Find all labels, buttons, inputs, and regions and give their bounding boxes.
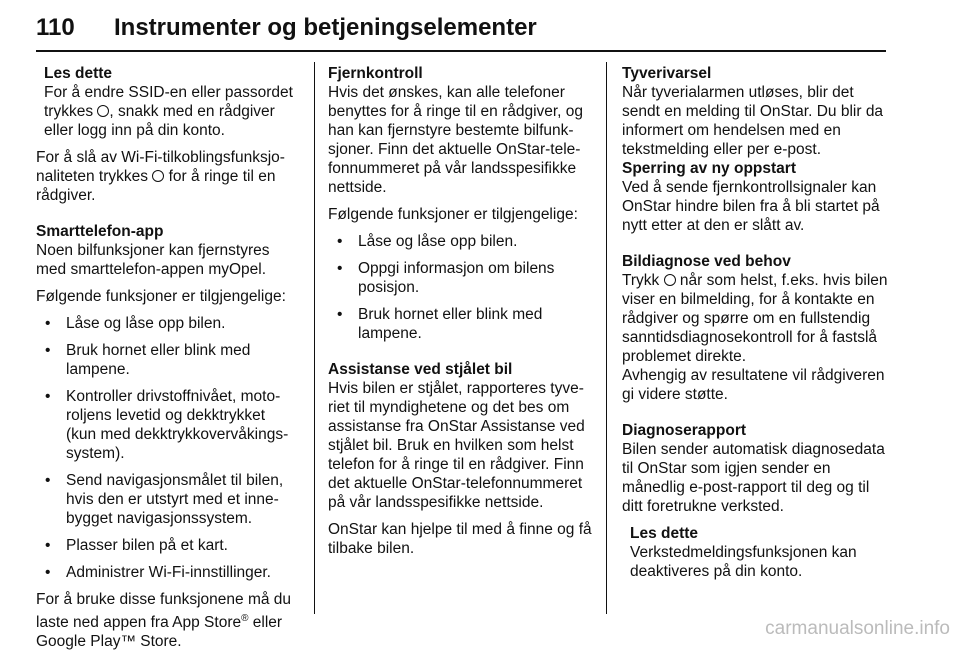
list-item: • Kontroller drivstoffnivået, motoroljens levetid og dekktrykket (kun med dekktrykkovervåkingssystem). [36, 387, 298, 463]
chapter-title: Instrumenter og betjeningselementer [114, 14, 537, 41]
restart-text: Ved å sende fjernkontrollsignaler kan OnStar hindre bilen fra å bli startet på nytt etter at den er slått av. [622, 179, 880, 234]
column-divider [606, 62, 607, 614]
section-title-report: Diagnoserapport [622, 422, 747, 439]
watermark: carmanualsonline.info [765, 618, 950, 639]
diag-text-2: Avhengig av resultatene vil rådgiveren gi videre støtte. [622, 367, 885, 403]
page-header [36, 14, 886, 52]
note-box [44, 64, 298, 140]
app-text: Noen bilfunksjoner kan fjernstyres med smarttelefon-appen myOpel. [36, 242, 270, 278]
note-title: Les dette [44, 65, 113, 82]
list-item: • Send navigasjonsmålet til bilen, hvis den er utstyrt med et innebygget navigasjonssystem. [36, 471, 298, 528]
section-title-theft: Tyverivarsel [622, 65, 712, 82]
features-intro: Følgende funksjoner er tilgjengelige: [36, 288, 286, 305]
remote-list [328, 232, 594, 343]
list-item: • Bruk hornet eller blink med lampene. [328, 305, 594, 343]
stolen-text-2: OnStar kan hjelpe til med å finne og få tilbake bilen. [328, 521, 592, 557]
theft-text: Når tyverialarmen utløses, blir det sendt en melding til OnStar. Du blir da informert om hendelsen med en tekstmelding eller per e-post. [622, 84, 884, 158]
list-item: • Låse og låse opp bilen. [36, 314, 298, 333]
onstar-service-icon [97, 105, 109, 117]
onstar-service-icon [152, 170, 164, 182]
list-item: • Bruk hornet eller blink med lampene. [36, 341, 298, 379]
download-text: For å bruke disse funksjonene må du laste ned appen fra App Store® eller Google Play™ Store. [36, 591, 292, 651]
note-text: For å endre SSID-en eller passordet trykkes , snakk med en rådgiver eller logg inn på din konto. [44, 84, 293, 139]
column-3 [622, 64, 890, 589]
section-title-remote: Fjernkontroll [328, 65, 423, 82]
onstar-service-icon [664, 274, 676, 286]
column-divider [314, 62, 315, 614]
column-2 [328, 64, 594, 566]
list-item: • Oppgi informasjon om bilens posisjon. [328, 259, 594, 297]
report-text: Bilen sender automatisk diagnosedata til OnStar som igjen sender en månedlig e-post-rapport til deg og til ditt foretrukne verksted. [622, 441, 885, 515]
section-title-diagnosis: Bildiagnose ved behov [622, 253, 791, 270]
list-item: • Låse og låse opp bilen. [328, 232, 594, 251]
remote-intro: Følgende funksjoner er tilgjengelige: [328, 206, 578, 223]
note-title: Les dette [630, 525, 699, 542]
diag-text: Trykk når som helst, f.eks. hvis bilen viser en bilmelding, for å kontakte en rådgiver og spørre om en fullstendig sanntidsdiagnosekontroll for å fastslå problemet direkte. [622, 272, 888, 365]
stolen-text: Hvis bilen er stjålet, rapporteres tyveriet til myndighetene og det bes om assistanse fra OnStar Assistanse ved stjålet bil. Bruk en hvilken som helst telefon for å ringe til en rådgiver. Finn det aktuelle OnStar-telefonnummeret på vår landsspesifikke nettside. [328, 380, 585, 511]
section-title-restart: Sperring av ny oppstart [622, 160, 796, 177]
section-title-stolen: Assistanse ved stjålet bil [328, 361, 513, 378]
wifi-off-text: For å slå av Wi-Fi-tilkoblingsfunksjonaliteten trykkes for å ringe til en rådgiver. [36, 149, 285, 204]
list-item: • Plasser bilen på et kart. [36, 536, 298, 555]
section-title-app: Smarttelefon-app [36, 223, 164, 240]
remote-text: Hvis det ønskes, kan alle telefoner benyttes for å ringe til en rådgiver, og han kan fjernstyre bestemte bilfunksjoner. Finn det aktuelle OnStar-telefonnummeret på vår landsspesifikke nettside. [328, 84, 584, 196]
column-1 [36, 64, 298, 659]
note-box [630, 524, 890, 581]
features-list [36, 314, 298, 582]
note-text: Verkstedmeldingsfunksjonen kan deaktiveres på din konto. [630, 544, 857, 580]
page-number: 110 [36, 14, 75, 41]
list-item: • Administrer Wi-Fi-innstillinger. [36, 563, 298, 582]
